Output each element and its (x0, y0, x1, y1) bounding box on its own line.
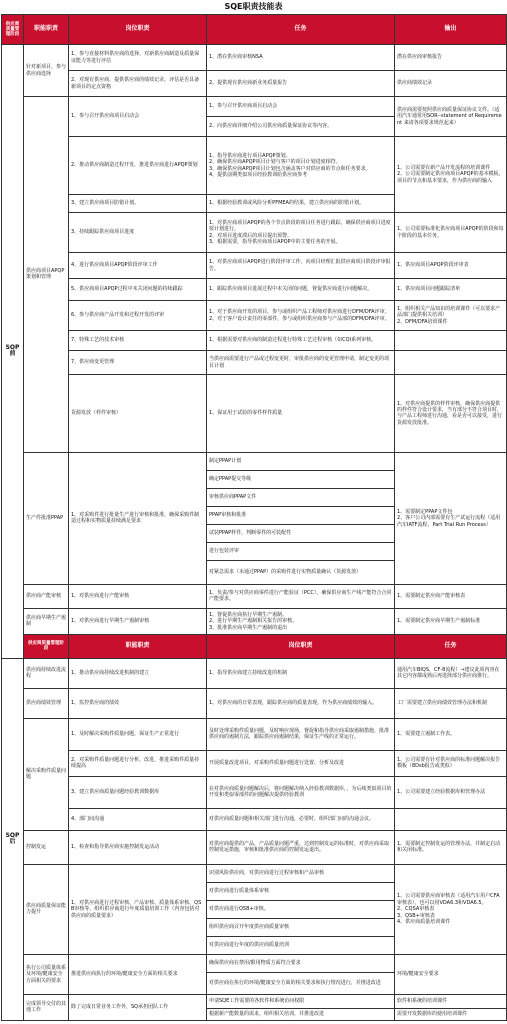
task-cell: 申请SQE工作需要的各软件和系统访问权限 (207, 994, 395, 1008)
position-cell: 1、对供应商进行过程审核、产品审核、质量体系审核、QSB审核等，组织供应商进行年度质量培训工作（内容包括对供应商的质量要求） (69, 864, 207, 954)
task-cell: 识别风险供应商，对供应商进行过程审核和产品审核 (207, 864, 395, 882)
table-row (2, 375, 507, 453)
table-row (2, 994, 507, 1008)
output-cell (395, 331, 507, 351)
position-cell: 3、持续跟踪供应商项目进度 (69, 213, 207, 253)
task-cell: 2、提供现有供应商新业务质量报告 (207, 71, 395, 97)
page-title: SQE职责技能表 (224, 2, 283, 11)
header-task: 任务 (207, 15, 395, 45)
position-cell: 1、对采购件进行批量生产进行审核和批准，确保采购件制造过程和实物质量持续满足要求 (69, 452, 207, 584)
output-cell: 1、公司需要建立经验数据库和管理办法 (395, 776, 507, 808)
task-cell: 对供应商进行年度的供应商质量培训 (207, 936, 395, 954)
table-row (2, 279, 507, 301)
position-cell: 1、推动供应商持续改进机制的建立 (69, 658, 207, 688)
table-row (2, 718, 507, 750)
output-cell: 1、供应商项目问题跟踪清单 (395, 279, 507, 301)
position-cell: 6、参与供应商产品开发和过程开发的评审 (69, 301, 207, 331)
task-cell: 1、指导供应商建立持续改进的机制 (207, 658, 395, 688)
table-row (2, 331, 507, 351)
task-cell: 根据新产能数量的需求，组织相关培训，并推进改进 (207, 1008, 395, 1020)
stage-cell-sop-after: SOP后 (2, 658, 24, 1020)
duty-cell: 供应商绩效管理 (24, 688, 69, 718)
position-cell: 2、对采购件质量问题进行分析，改进，推进采购件质量持续提高 (69, 750, 207, 776)
task-cell: 1、督促供应商执行早期生产遏制。 2、进行早期生产遏制相关报告的审核。 3、批准供应商早期生产遏制的退出 (207, 608, 395, 634)
task-cell: 及时处理采购件质量问题，及时响应现场，督促和指导供应商采取遏制措施，批准供应商的遏制方法，跟踪供应商遏制结果，保证生产线的正常运行。 (207, 718, 395, 750)
position-cell: 4、进行供应商项目APQP阶段评审工作 (69, 253, 207, 279)
output-cell: 1、公司需要有针对供应商的标准问题解决报告模板（8Dsb报告或类似） (395, 750, 507, 776)
duty-cell: 完成领导交付的其他工作 (24, 994, 69, 1020)
task-cell: 2、向供应商详细介绍公司供应商质量保证协议等内容。 (207, 117, 395, 137)
table-row (2, 688, 507, 718)
table-row (2, 97, 507, 117)
task-cell: 1、对于供应商开发的项目，参与或组织产品工程师对供应商进行DFM/DFA评审。 2、对于客户设计责任的零部件，参与或组织供应商参与产品部的DFM/DFA评审。 (207, 301, 395, 331)
duty-cell: 供应商早期生产遏制 (24, 608, 69, 634)
header-output: 输出 (395, 15, 507, 45)
table-row (2, 45, 507, 71)
header-stage: 供应商质量管理阶段 (2, 15, 24, 45)
table-row (2, 452, 507, 470)
task-cell: 1、对供应商的日常表现，跟踪供应商的质量表现，作为供应商绩效的输入。 (207, 688, 395, 718)
output-cell: 1、需要制定PPAP文件包 2、客户公司内部需要有生产试运行流程（适用汽车IATF流程，Part Trial Run Process） (395, 452, 507, 584)
duty-cell: 生产件批准PPAP (24, 452, 69, 584)
task-cell: 对供应商在执行的环境/健康安全方面的相关要求和执行情况进行，并推进改进 (207, 972, 395, 994)
duty-cell: 针对新项目，参与供应商选择 (24, 45, 69, 97)
table-row (2, 750, 507, 776)
task-cell: 进行包装评审 (207, 542, 395, 560)
output-cell: 1、公司需要标准化供应商项目APQP的阶段和每个阶段的基本任务。 (395, 213, 507, 253)
position-cell: 1、对供应商进行产能审核 (69, 584, 207, 608)
task-cell: 1、指导供应商进行项目APQP策划。 2、确保供应商APQP项目计划与客户的项目计划进度相符。 3、确保供应商APQP项目计划包含涵盖客户对供应商的节点和任务要求。 4、提供前期类似项目经验教训给供应商参考 (207, 137, 395, 195)
position-cell: 2、推动供应商制造过程开发，推进供应商进行APQP策划 (69, 137, 207, 195)
position-cell: 4、部门间沟通 (69, 808, 207, 830)
position-cell: 7、特殊工艺的技术审核 (69, 331, 207, 351)
output-cell: 潜在供应商审核报告 (395, 45, 507, 71)
task-cell: 1、负责/参与对供应商零件进行产能验证（PCC），确保供应商生产线产能符合合同产能要求。 (207, 584, 395, 608)
output-cell: 1、需要制定控制发运的管理办法，并制定启动和关闭标准。 (395, 830, 507, 864)
output-cell (395, 808, 507, 830)
task-cell: 1、根据经验教训或风险分析PFMEA的结果，建立供应商的防错计划。 (207, 195, 395, 213)
position-cell: 5、供应商项目APQP过程中未关闭问题的持续跟踪 (69, 279, 207, 301)
duty-cell: 货源发放（样件审核） (69, 375, 207, 453)
task-cell: 在对供应商质量问题解决后，将问题解决纳入经验教训数据库，，为后续类似项目的开发和类似零部件的问题解决提供经验教训 (207, 776, 395, 808)
duty-cell: 供应商持续改进流程 (24, 658, 69, 688)
duty-cell: 供应商质量保证能力提升 (24, 864, 69, 954)
task-cell: 试装PPAP样件，判断零件的可装配性 (207, 524, 395, 542)
output-cell: 1、组织相关产品知识的培训课件（可以要求产品部门提供相关培训） 2、DFM/DFA培训课件 (395, 301, 507, 331)
output-cell: 供应商绩效记录 (395, 71, 507, 97)
task-cell: 确定PPAP提交等级 (207, 470, 395, 488)
table-row (2, 213, 507, 253)
output-cell: 工厂需要建立供应商绩效管理办法和机制 (395, 688, 507, 718)
task-cell: 1、对供应商提供的样件审核，确保供应商提供的样件符合设计要求，当有部分不符合项目时，与产品工程师进行沟通，看是否可以接受，进行货源发放批准。 (395, 375, 507, 453)
task-cell: 1、参与召开供应商项目启动会 (207, 97, 395, 117)
header-duty: 职能职责 (24, 15, 69, 45)
task-cell: 对供应商进行QSB+审核。 (207, 900, 395, 918)
position-cell: 除了完成日常业务工作外，SQ承担团队工作 (69, 994, 207, 1020)
output-cell: 1、供应商项目APQP阶段评审表 (395, 253, 507, 279)
position-cell: 1、参与直接材料供应商的选择，对新供应商制造及质量保证能力等进行评估 (69, 45, 207, 71)
table-row (2, 301, 507, 331)
task-cell: PPAP审核和批准 (207, 506, 395, 524)
duty-cell: 执行公司质量体系及环境/健康安全方面相关的要求 (24, 954, 69, 994)
position-cell: 1、检查和指导供应商实施控制发运活动 (69, 830, 207, 864)
table-header (2, 15, 507, 45)
task-cell: 对紧急需求（未通过PPAP）的采购件进行实物质量确认（货源发放） (207, 560, 395, 584)
table-row (2, 351, 507, 375)
header-position: 岗位职责 (69, 15, 207, 45)
sop-before-table (1, 14, 507, 1021)
header-position: 岗位职责 (207, 634, 395, 658)
table-row (2, 808, 507, 830)
position-cell: 1、及时解决采购件质量问题，保证生产正常进行 (69, 718, 207, 750)
task-cell: 开展质量改进项目，对采购件质量问题进行处置、分析及改进 (207, 750, 395, 776)
task-cell: 1、根据需要对供应商的制造过程进行特殊工艺过程审核（如CQI系列审核。 (207, 331, 395, 351)
duty-cell: 供应商产能审核 (24, 584, 69, 608)
header-stage: 供应商质量管理阶段 (24, 634, 69, 658)
stage-cell-sop-before: SOP前 (2, 45, 24, 659)
task-cell: 对供应商进行质量体系审核 (207, 882, 395, 900)
output-cell: 软件和系统的培训课件 (395, 994, 507, 1008)
duty-cell: 控制发运 (24, 830, 69, 864)
table-row (2, 954, 507, 972)
output-cell: 1、需要建立遏制工作表。 (395, 718, 507, 750)
table-row (2, 658, 507, 688)
task-cell: 对供应商质量问题和相关部门进行沟通，必要时，组织部门间的沟通会议。 (207, 808, 395, 830)
position-cell: 1、参与召开供应商项目启动会 (69, 97, 207, 137)
task-cell: 1、对供应商项目APQP的各个节点阶段的项目任务进行跟踪，确保供应商项目进度按计划进行。 2、对项目进度滞后的项目提出预警。 3、根据需要，指导供应商项目APQP中的主要任务的开展。 (207, 213, 395, 253)
position-cell: 3、建立供应商质量问题经验教训数据库 (69, 776, 207, 808)
output-cell: 需要开发数据库的使用培训课件 (395, 1008, 507, 1020)
table-row (2, 608, 507, 634)
table-row (2, 584, 507, 608)
duty-cell: 供应商项目APQP策划和管理 (24, 97, 69, 453)
table-row (2, 253, 507, 279)
header-duty: 职能职责 (69, 634, 207, 658)
table-row (2, 830, 507, 864)
output-cell: 1、需要制定供应商早期生产遏制标准 (395, 608, 507, 634)
header-task: 任务 (395, 634, 507, 658)
task-cell: 制定PPAP计划 (207, 452, 395, 470)
output-cell (395, 351, 507, 375)
position-cell: 1、对供应商进行早期生产遏制审核 (69, 608, 207, 634)
task-cell: 确保供应商在禁用/限用物质方面符合要求 (207, 954, 395, 972)
output-cell: 通用汽车BIQS，CF-8流程）→建议此项内容在其它内容都成熟后再选择部分供应商推行。 (395, 658, 507, 688)
task-cell: 1、潜在供应商审核NSA (207, 45, 395, 71)
task-cell: 1、跟踪供应商项目进展过程中未关闭的问题，督促供应商进行问题解决。 (207, 279, 395, 301)
output-cell: 1、公司需要有新产品开发流程的培训课件 2、公司需要制定供应商项目APQP的基本模板，项目的节点和基本要求，作为供应商的输入 (395, 137, 507, 213)
position-cell: 推进供应商执行的环境/健康安全方面的相关要求 (69, 954, 207, 994)
task-cell: 1、对供应商项目APQP进行阶段评审工作，向项目经理汇报供应商项目阶段评审报告。 (207, 253, 395, 279)
task-cell: 组织供应商召开年度供应商质量审核 (207, 918, 395, 936)
position-cell: 3、建立供应商项目防错计划。 (69, 195, 207, 213)
duty-cell: 解决采购件质量问题 (24, 718, 69, 830)
table-row (2, 776, 507, 808)
output-cell: 1、公司需要供应商审核表（适用汽车用户CFA审核表），也可以用VDA6.3和VDA6.5。 2、CQSA审核表 3、QSB+审核表 4、供应商质量培训课件 (395, 864, 507, 954)
output-cell: 1、需要制定供应商产能审核表 (395, 584, 507, 608)
table-row (2, 71, 507, 97)
position-cell: 1、保证用于试验的零件样件质量 (207, 375, 395, 453)
output-cell: 环境/健康安全要求 (395, 954, 507, 994)
position-cell: 2、对现有供应商，提供供应商的绩效记录，评估是否具备新项目的定点资格 (69, 71, 207, 97)
task-cell: 当供应商需要进行产品或过程变更时，审批供应商的变更管理申请，制定变更的项目计划 (207, 351, 395, 375)
task-cell: 对供应商提供的产品，产品质量问题严重，达到控制发运的标准时，对供应商采取控制发运措施，审核和批准供应商的控制发运退出。 (207, 830, 395, 864)
position-cell: 1、监控供应商的绩效 (69, 688, 207, 718)
table-header-2 (2, 634, 507, 658)
task-cell: 审核供应商PPAP文件 (207, 488, 395, 506)
table-row (2, 137, 507, 195)
output-cell: 供应商需要按照供应商质量保证协议文件。（适用汽车通常用SOR--statement of Requirement 来请各项要求规范起来） (395, 97, 507, 137)
table-row (2, 864, 507, 882)
position-cell: 7、供应商变更管理 (69, 351, 207, 375)
